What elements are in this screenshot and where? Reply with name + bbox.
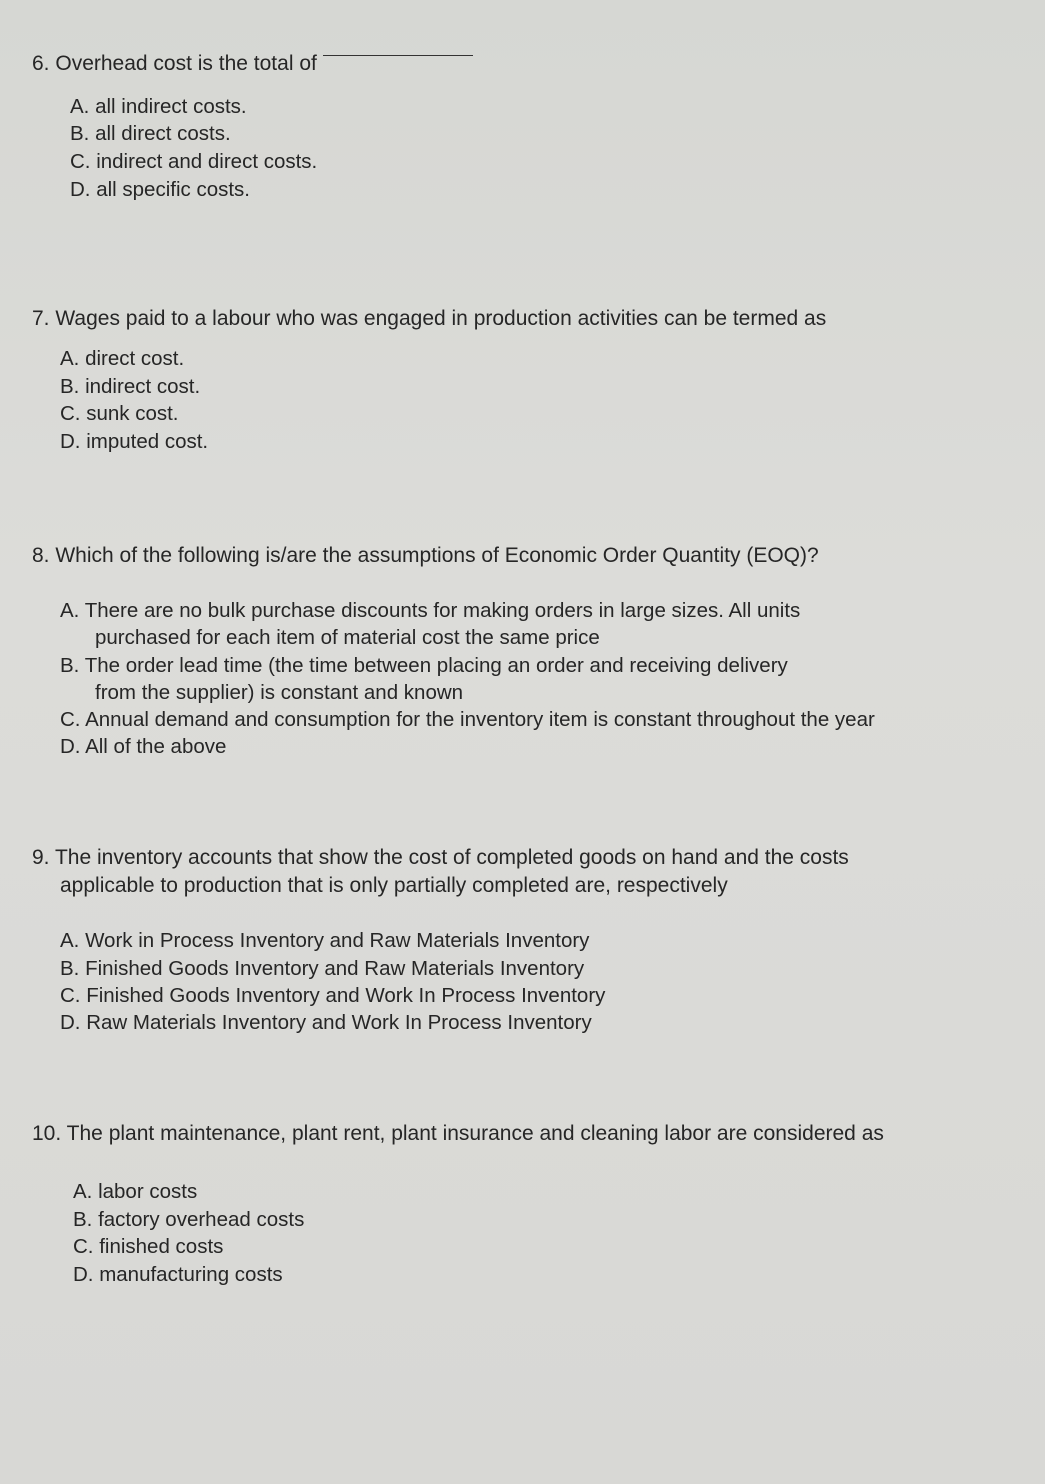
option-d: D. imputed cost.: [60, 430, 209, 453]
answer-blank: [323, 55, 473, 56]
option-d: D. manufacturing costs: [73, 1263, 283, 1286]
option-c: C. Finished Goods Inventory and Work In Process Inventory: [60, 984, 606, 1007]
option-b-continued: from the supplier) is constant and known: [95, 681, 464, 704]
option-a-continued: purchased for each item of material cost the same price: [95, 626, 600, 649]
question-number: 9.: [32, 846, 50, 869]
option-d: D. All of the above: [60, 735, 227, 758]
question-number: 10.: [32, 1122, 62, 1145]
option-b: B. all direct costs.: [70, 122, 231, 145]
option-b: B. Finished Goods Inventory and Raw Materials Inventory: [60, 957, 585, 980]
question-text-continued: applicable to production that is only partially completed are, respectively: [60, 874, 728, 897]
question-text: Which of the following is/are the assumptions of Economic Order Quantity (EOQ)?: [55, 544, 819, 567]
option-a: A. labor costs: [73, 1180, 198, 1203]
option-a: A. direct cost.: [60, 347, 185, 370]
option-a: A. Work in Process Inventory and Raw Materials Inventory: [60, 929, 590, 952]
question-number: 7.: [32, 307, 50, 330]
option-b: B. factory overhead costs: [73, 1208, 305, 1231]
question-text: Wages paid to a labour who was engaged in production activities can be termed as: [55, 307, 827, 330]
question-stem: [32, 844, 849, 872]
question-number: 8.: [32, 544, 50, 567]
option-a: A. all indirect costs.: [70, 95, 247, 118]
question-text: Overhead cost is the total of: [55, 52, 317, 75]
option-b: B. The order lead time (the time between placing an order and receiving delivery: [60, 654, 788, 677]
question-stem: [32, 542, 819, 570]
question-text: The inventory accounts that show the cost of completed goods on hand and the costs: [54, 846, 849, 869]
question-stem: [32, 305, 826, 333]
question-text: The plant maintenance, plant rent, plant insurance and cleaning labor are considered as: [66, 1122, 884, 1145]
question-stem: [32, 50, 473, 78]
option-b: B. indirect cost.: [60, 375, 201, 398]
option-d: D. Raw Materials Inventory and Work In Process Inventory: [60, 1011, 592, 1034]
question-stem: [32, 1120, 884, 1148]
option-c: C. finished costs: [73, 1235, 224, 1258]
option-c: C. sunk cost.: [60, 402, 179, 425]
question-number: 6.: [32, 52, 50, 75]
option-c: C. Annual demand and consumption for the inventory item is constant throughout the year: [60, 708, 875, 731]
option-d: D. all specific costs.: [70, 178, 251, 201]
option-a: A. There are no bulk purchase discounts for making orders in large sizes. All units: [60, 599, 801, 622]
option-c: C. indirect and direct costs.: [70, 150, 318, 173]
